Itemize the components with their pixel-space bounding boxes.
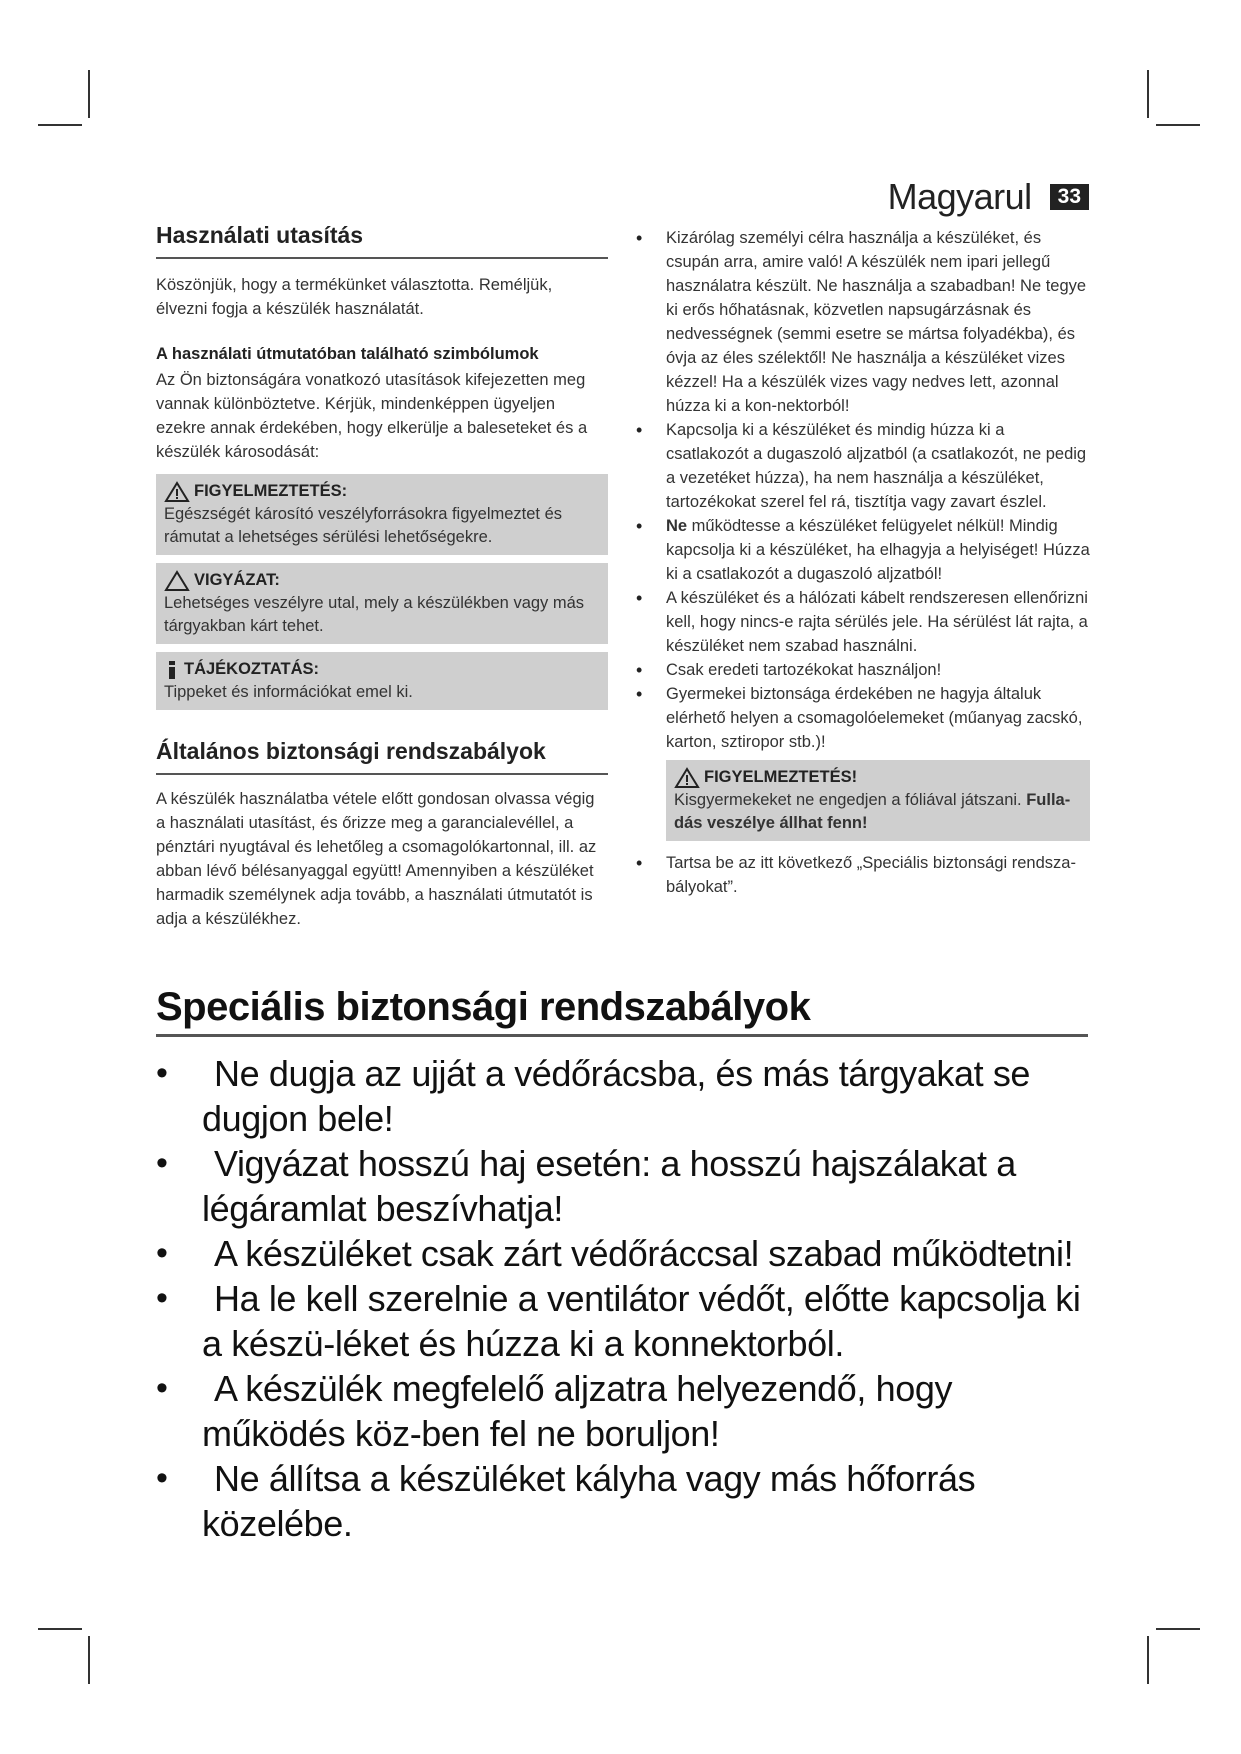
list-item: • Kizárólag személyi célra használja a készüléket, és csupán arra, amire való! A készülék nem ipari jellegű használatra készült. Ne használja a szabadban! Ne tegye ki erős hőhatásnak, közvetlen napsugárzásnak és nedvességnek (semmi esetre se mártsa folyadékba), és óvja az éles szélektől! Ne használja a készüléket vizes kézzel! Ha a készülék vizes vagy nedves lett, azonnal húzza ki a kon-nektorból! — [636, 226, 1090, 418]
list-item: • A készüléket és a hálózati kábelt rendszeresen ellenőrizni kell, hogy nincs-e rajta sérülés jele. Ha sérülést lát rajta, a készüléket nem szabad használni. — [636, 586, 1090, 658]
special-rules-section — [156, 985, 1088, 1546]
safety-list-continued — [636, 851, 1090, 899]
language-label: Magyarul — [887, 176, 1032, 217]
crop-mark — [1156, 1628, 1200, 1630]
special-list — [156, 1051, 1088, 1546]
warning-box — [156, 474, 608, 555]
bold-word: Ne — [666, 517, 688, 535]
list-item: • A készülék megfelelő aljzatra helyezendő, hogy működés köz-ben fel ne boruljon! — [156, 1366, 1088, 1456]
crop-mark — [88, 70, 90, 118]
warning-title: FIGYELMEZTETÉS: — [194, 482, 348, 500]
page-number: 33 — [1050, 184, 1089, 210]
list-item: • Tartsa be az itt következő „Speciális biztonsági rendsza-bályokat”. — [636, 851, 1090, 899]
right-column — [636, 226, 1090, 899]
list-item: • Ne működtesse a készüléket felügyelet nélkül! Mindig kapcsolja ki a készüléket, ha elhagyja a helyiséget! Húzza ki a csatlakozót a dugaszoló aljzatból! — [636, 514, 1090, 586]
list-item: • Ne állítsa a készüléket kályha vagy más hőforrás közelébe. — [156, 1456, 1088, 1546]
symbols-title: A használati útmutatóban található szimbólumok — [156, 345, 539, 363]
list-item: • Kapcsolja ki a készüléket és mindig húzza ki a csatlakozót a dugaszoló aljzatból (a csatlakozót, ne pedig a vezetéket húzza), ha nem használja a készüléket, tartozékokat szerel fel rá, tisztítja vagy zavart észlel. — [636, 418, 1090, 514]
right-warning-box — [666, 760, 1090, 841]
list-item: • Ha le kell szerelnie a ventilátor védőt, előtte kapcsolja ki a készü-léket és húzza ki a konnektorból. — [156, 1276, 1088, 1366]
crop-mark — [38, 1628, 82, 1630]
general-text: A készülék használatba vétele előtt gondosan olvassa végig a használati utasítást, és őrizze meg a garancialevéllel, a pénztári nyugtával és lehetőleg a csomagolókartonnal, ill. az abban lévő bélésanyaggal együtt! Amennyiben a készüléket harmadik személynek adja tovább, a használati útmutatót is adja a készülékhez. — [156, 790, 597, 928]
caution-text: Lehetséges veszélyre utal, mely a készülékben vagy más tárgyakban kárt tehet. — [164, 594, 585, 635]
symbols-text: Az Ön biztonságára vonatkozó utasítások kifejezetten meg vannak különböztetve. Kérjük, mindenképpen ügyeljen ezekre annak érdekében, hogy elkerülje a baleseteket és a készülék károsodását: — [156, 371, 588, 461]
list-item: • Csak eredeti tartozékokat használjon! — [636, 658, 1090, 682]
right-warning-text: Kisgyermekeket ne engedjen a fóliával játszani. Fulla-dás veszélye állhat fenn! — [674, 791, 1071, 832]
warning-text: Egészségét károsító veszélyforrásokra figyelmeztet és rámutat a lehetséges sérülési lehetőségekre. — [164, 505, 563, 546]
left-column — [156, 222, 608, 931]
safety-list — [636, 226, 1090, 754]
info-text: Tippeket és információkat emel ki. — [164, 683, 413, 701]
list-item: • A készüléket csak zárt védőráccsal szabad működtetni! — [156, 1231, 1088, 1276]
info-title: TÁJÉKOZTATÁS: — [184, 660, 320, 678]
crop-mark — [38, 124, 82, 126]
page-header — [888, 176, 1089, 218]
crop-mark — [88, 1636, 90, 1684]
warning-triangle-icon — [674, 767, 700, 789]
crop-mark — [1147, 1636, 1149, 1684]
special-title: Speciális biztonsági rendszabályok — [156, 985, 1088, 1037]
info-box — [156, 652, 608, 710]
list-item: • Vigyázat hosszú haj esetén: a hosszú hajszálakat a légáramlat beszívhatja! — [156, 1141, 1088, 1231]
caution-title: VIGYÁZAT: — [194, 571, 280, 589]
usage-title: Használati utasítás — [156, 222, 608, 259]
intro-text: Köszönjük, hogy a termékünket választotta. Reméljük, élvezni fogja a készülék használatát. — [156, 276, 553, 318]
warning-triangle-icon — [164, 481, 190, 503]
info-icon — [164, 659, 180, 681]
general-title: Általános biztonsági rendszabályok — [156, 738, 608, 775]
right-warning-title: FIGYELMEZTETÉS! — [704, 768, 858, 786]
crop-mark — [1147, 70, 1149, 118]
crop-mark — [1156, 124, 1200, 126]
list-item: • Ne dugja az ujját a védőrácsba, és más tárgyakat se dugjon bele! — [156, 1051, 1088, 1141]
list-item: • Gyermekei biztonsága érdekében ne hagyja általuk elérhető helyen a csomagolóelemeket (műanyag zacskó, karton, sztiropor stb.)! — [636, 682, 1090, 754]
caution-box — [156, 563, 608, 644]
caution-triangle-icon — [164, 570, 190, 592]
